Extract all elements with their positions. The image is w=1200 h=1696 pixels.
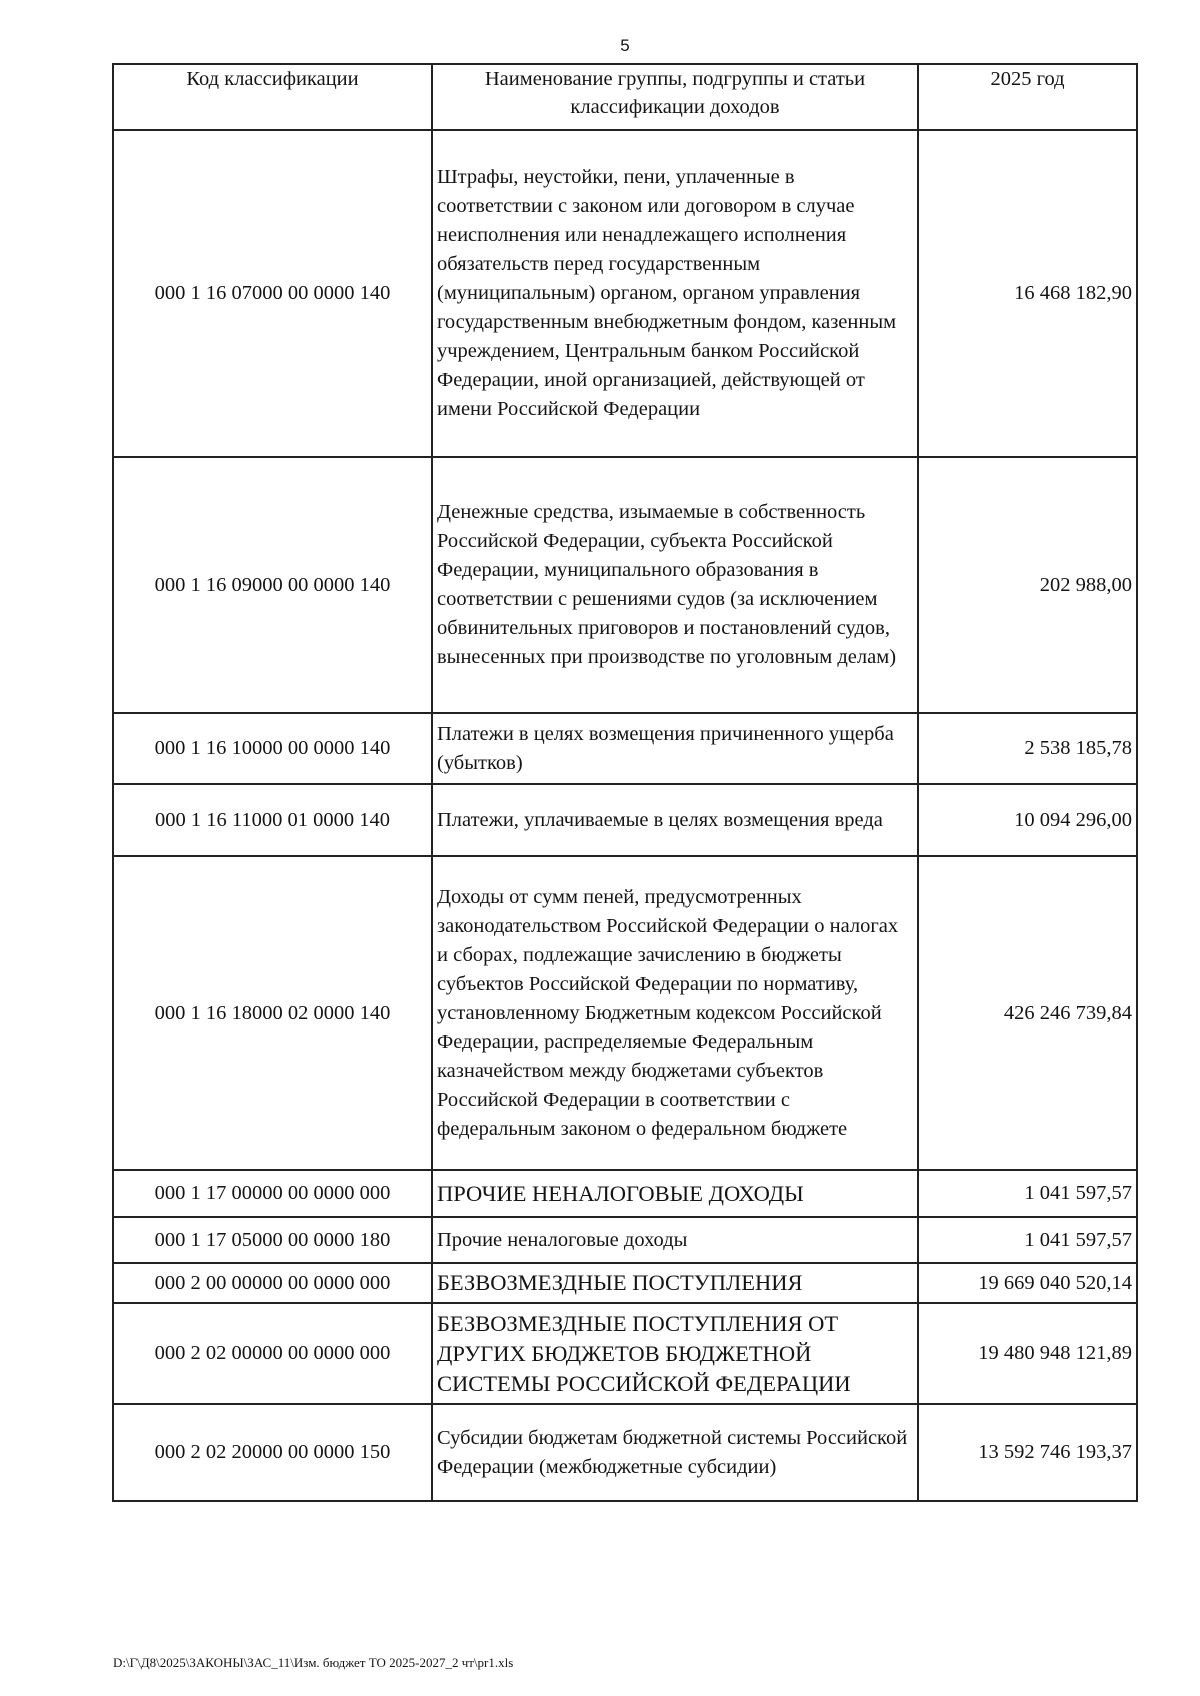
row-code: 000 1 16 10000 00 0000 140 — [113, 713, 432, 784]
table-row — [113, 130, 1137, 457]
row-name: Платежи в целях возмещения причиненного ущерба (убытков) — [432, 713, 918, 784]
row-code: 000 2 02 20000 00 0000 150 — [113, 1404, 432, 1501]
row-name: Субсидии бюджетам бюджетной системы Российской Федерации (межбюджетные субсидии) — [432, 1404, 918, 1501]
row-value: 19 480 948 121,89 — [918, 1303, 1137, 1404]
table-row — [113, 1263, 1137, 1303]
row-value: 426 246 739,84 — [918, 856, 1137, 1170]
row-name: БЕЗВОЗМЕЗДНЫЕ ПОСТУПЛЕНИЯ — [432, 1263, 918, 1303]
revenue-classification-table — [112, 63, 1138, 1502]
row-value: 10 094 296,00 — [918, 784, 1137, 856]
table-row — [113, 1303, 1137, 1404]
table-row — [113, 784, 1137, 856]
table-row — [113, 1217, 1137, 1263]
row-value: 202 988,00 — [918, 457, 1137, 713]
table-row — [113, 856, 1137, 1170]
row-value: 19 669 040 520,14 — [918, 1263, 1137, 1303]
row-name: Доходы от сумм пеней, предусмотренных законодательством Российской Федерации о налогах и сборах, подлежащие зачислению в бюджеты субъектов Российской Федерации по нормативу, установленному Бюджетным кодексом Российской Федерации, распределяемые Федеральным казначейством между бюджетами субъектов Российской Федерации в соответствии с федеральным законом о федеральном бюджете — [432, 856, 918, 1170]
file-path-footer: D:\Г\Д8\2025\ЗАКОНЫ\ЗАС_11\Изм. бюджет ТО 2025-2027_2 чт\pr1.xls — [113, 1655, 514, 1670]
header-name: Наименование группы, подгруппы и статьи классификации доходов — [432, 64, 918, 130]
row-code: 000 1 16 07000 00 0000 140 — [113, 130, 432, 457]
row-code: 000 2 02 00000 00 0000 000 — [113, 1303, 432, 1404]
row-name: Платежи, уплачиваемые в целях возмещения вреда — [432, 784, 918, 856]
table-row — [113, 1404, 1137, 1501]
row-name: Штрафы, неустойки, пени, уплаченные в соответствии с законом или договором в случае неисполнения или ненадлежащего исполнения обязательств перед государственным (муниципальным) органом, органом управления государственным внебюджетным фондом, казенным учреждением, Центральным банком Российской Федерации, иной организацией, действующей от имени Российской Федерации — [432, 130, 918, 457]
row-code: 000 1 17 00000 00 0000 000 — [113, 1170, 432, 1217]
row-code: 000 1 17 05000 00 0000 180 — [113, 1217, 432, 1263]
page-number: 5 — [620, 36, 630, 55]
row-value: 16 468 182,90 — [918, 130, 1137, 457]
row-code: 000 1 16 09000 00 0000 140 — [113, 457, 432, 713]
row-code: 000 1 16 18000 02 0000 140 — [113, 856, 432, 1170]
row-value: 1 041 597,57 — [918, 1170, 1137, 1217]
row-code: 000 2 00 00000 00 0000 000 — [113, 1263, 432, 1303]
row-value: 2 538 185,78 — [918, 713, 1137, 784]
row-name: ПРОЧИЕ НЕНАЛОГОВЫЕ ДОХОДЫ — [432, 1170, 918, 1217]
table-row — [113, 457, 1137, 713]
row-code: 000 1 16 11000 01 0000 140 — [113, 784, 432, 856]
row-name: БЕЗВОЗМЕЗДНЫЕ ПОСТУПЛЕНИЯ ОТ ДРУГИХ БЮДЖЕТОВ БЮДЖЕТНОЙ СИСТЕМЫ РОССИЙСКОЙ ФЕДЕРАЦИИ — [432, 1303, 918, 1404]
row-name: Прочие неналоговые доходы — [432, 1217, 918, 1263]
table-header-row — [113, 64, 1137, 130]
table-row — [113, 713, 1137, 784]
row-value: 1 041 597,57 — [918, 1217, 1137, 1263]
row-name: Денежные средства, изымаемые в собственность Российской Федерации, субъекта Российской Федерации, муниципального образования в соответствии с решениями судов (за исключением обвинительных приговоров и постановлений судов, вынесенных при производстве по уголовным делам) — [432, 457, 918, 713]
table-row — [113, 1170, 1137, 1217]
header-year: 2025 год — [918, 64, 1137, 130]
header-code: Код классификации — [113, 64, 432, 130]
row-value: 13 592 746 193,37 — [918, 1404, 1137, 1501]
